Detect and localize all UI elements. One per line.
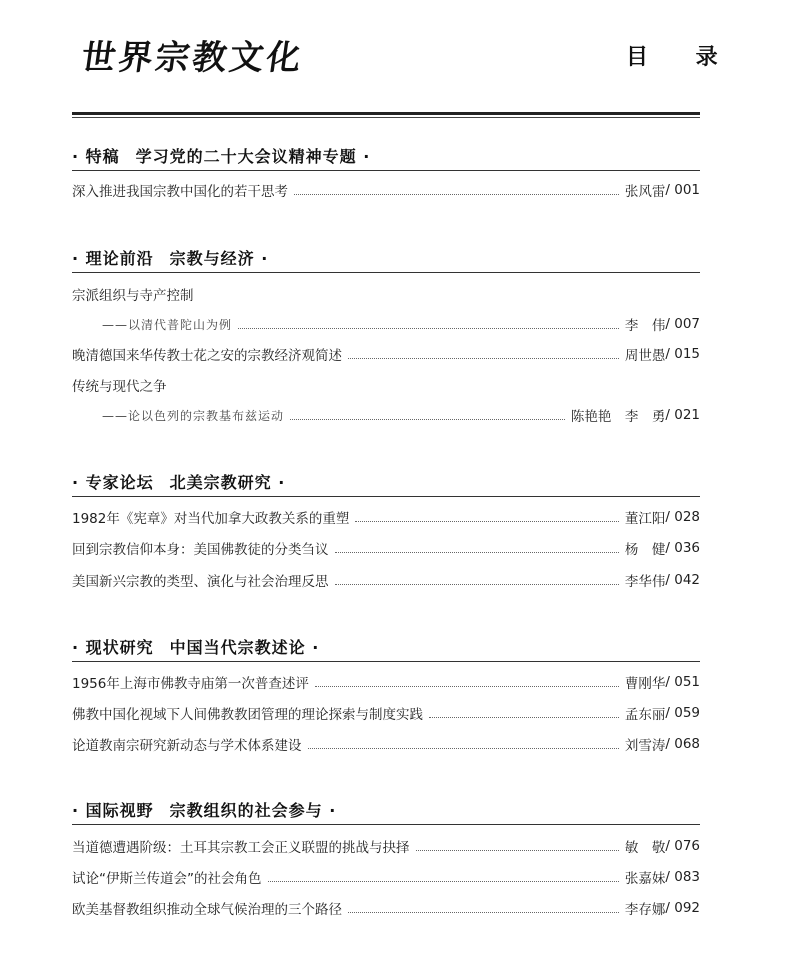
entry-page: / 001 (665, 182, 700, 198)
entry-title: 试论“伊斯兰传道会”的社会角色 (72, 871, 262, 887)
toc-entry[interactable] (72, 344, 700, 364)
section-category: · 国际视野 (72, 801, 154, 820)
toc-entry-subtitle[interactable] (72, 314, 700, 334)
entry-author: 李 伟 (624, 318, 666, 334)
toc-title: 目 录 (626, 45, 738, 70)
entry-title: 深入推进我国宗教中国化的若干思考 (72, 184, 288, 200)
entry-page: / 036 (665, 540, 700, 556)
entry-page: / 068 (665, 736, 700, 752)
header-rule-thick (72, 112, 700, 115)
entry-author: 曹刚华 (624, 676, 666, 692)
section-category: · 专家论坛 (72, 473, 154, 492)
entry-author: 李华伟 (624, 574, 666, 590)
leader-dots (294, 193, 619, 195)
section-rule (72, 661, 700, 662)
entry-page: / 028 (665, 509, 700, 525)
entry-title: 欧美基督教组织推动全球气候治理的三个路径 (72, 902, 342, 918)
entry-author: 陈艳艳 李 勇 (570, 409, 666, 425)
section-category: · 特稿 (72, 147, 120, 166)
toc-entry[interactable] (72, 507, 700, 527)
entry-page: / 015 (665, 346, 700, 362)
section-heading (72, 470, 285, 493)
section-heading (72, 246, 268, 269)
toc-entry[interactable] (72, 375, 700, 395)
leader-dots (308, 747, 619, 749)
entry-author: 杨 健 (624, 542, 666, 558)
entry-author: 董江阳 (624, 511, 666, 527)
section-category: · 理论前沿 (72, 249, 154, 268)
entry-title: 美国新兴宗教的类型、演化与社会治理反思 (72, 574, 329, 590)
entry-page: / 007 (665, 316, 700, 332)
section-rule (72, 496, 700, 497)
entry-author: 张风雷 (624, 184, 666, 200)
entry-title: 论道教南宗研究新动态与学术体系建设 (72, 738, 302, 754)
leader-dots (416, 849, 619, 851)
entry-title: 1982年《宪章》对当代加拿大政教关系的重塑 (72, 511, 350, 527)
entry-author: 刘雪涛 (624, 738, 666, 754)
section-topic: 北美宗教研究 · (169, 473, 286, 492)
toc-entry[interactable] (72, 898, 700, 918)
section-topic: 中国当代宗教述论 · (169, 638, 320, 657)
section-category: · 现状研究 (72, 638, 154, 657)
entry-page: / 042 (665, 572, 700, 588)
toc-entry-subtitle[interactable] (72, 405, 700, 425)
entry-title: 传统与现代之争 (72, 379, 167, 395)
section-heading (72, 635, 319, 658)
leader-dots (429, 716, 619, 718)
toc-entry[interactable] (72, 672, 700, 692)
entry-title: 1956年上海市佛教寺庙第一次普查述评 (72, 676, 309, 692)
toc-entry[interactable] (72, 734, 700, 754)
entry-subtitle: ——以清代普陀山为例 (102, 317, 233, 332)
entry-page: / 076 (665, 838, 700, 854)
entry-page: / 051 (665, 674, 700, 690)
leader-dots (355, 520, 619, 522)
toc-entry[interactable] (72, 836, 700, 856)
section-topic: 学习党的二十大会议精神专题 · (135, 147, 371, 166)
section-rule (72, 272, 700, 273)
section-rule (72, 824, 700, 825)
entry-author: 张嘉妹 (624, 871, 666, 887)
toc-entry[interactable] (72, 180, 700, 200)
section-topic: 宗教与经济 · (169, 249, 269, 268)
toc-entry[interactable] (72, 284, 700, 304)
leader-dots (335, 583, 619, 585)
leader-dots (268, 880, 619, 882)
leader-dots (315, 685, 619, 687)
section-rule (72, 170, 700, 171)
toc-entry[interactable] (72, 538, 700, 558)
entry-page: / 021 (665, 407, 700, 423)
leader-dots (335, 551, 619, 553)
entry-author: 周世愚 (624, 348, 666, 364)
leader-dots (348, 357, 619, 359)
entry-author: 孟东丽 (624, 707, 666, 723)
section-heading (72, 798, 336, 821)
toc-entry[interactable] (72, 867, 700, 887)
section-topic: 宗教组织的社会参与 · (169, 801, 337, 820)
leader-dots (290, 418, 565, 420)
entry-page: / 092 (665, 900, 700, 916)
header-rule-thin (72, 117, 700, 118)
entry-page: / 083 (665, 869, 700, 885)
toc-entry[interactable] (72, 570, 700, 590)
entry-title: 当道德遭遇阶级：土耳其宗教工会正义联盟的挑战与抉择 (72, 840, 410, 856)
journal-title: 世界宗教文化 (78, 38, 307, 78)
entry-title: 回到宗教信仰本身：美国佛教徒的分类刍议 (72, 542, 329, 558)
entry-title: 宗派组织与寺产控制 (72, 288, 194, 304)
entry-author: 敏 敬 (624, 840, 666, 856)
entry-page: / 059 (665, 705, 700, 721)
entry-title: 佛教中国化视域下人间佛教教团管理的理论探索与制度实践 (72, 707, 423, 723)
entry-title: 晚清德国来华传教士花之安的宗教经济观简述 (72, 348, 342, 364)
entry-author: 李存娜 (624, 902, 666, 918)
section-heading (72, 144, 370, 167)
leader-dots (348, 911, 619, 913)
entry-subtitle: ——论以色列的宗教基布兹运动 (102, 408, 285, 423)
toc-entry[interactable] (72, 703, 700, 723)
leader-dots (238, 327, 619, 329)
